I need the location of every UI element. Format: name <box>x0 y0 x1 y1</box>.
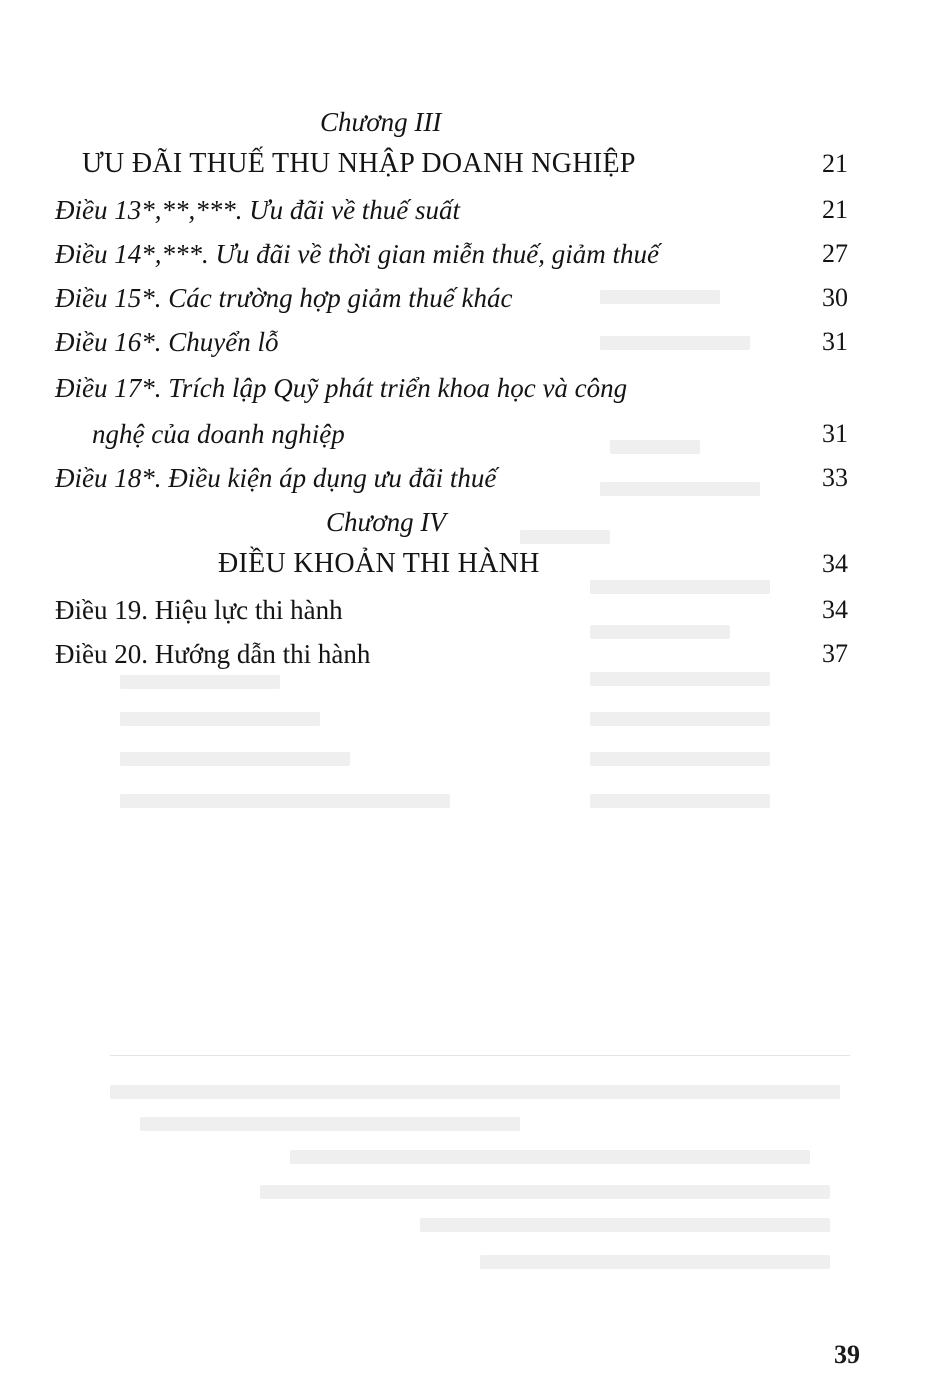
toc-entry-text: Điều 15*. Các trường hợp giảm thuế khác <box>55 283 513 313</box>
toc-entry <box>0 232 932 276</box>
toc-entry-page: 34 <box>822 595 848 624</box>
toc-entry <box>0 276 932 320</box>
toc-entry-continuation <box>0 412 932 456</box>
chapter-3-title: ƯU ĐÃI THUẾ THU NHẬP DOANH NGHIỆP <box>82 148 636 179</box>
toc-entry-page: 31 <box>822 327 848 356</box>
chapter-3-label-row <box>0 100 932 144</box>
chapter-4-page: 34 <box>822 549 848 578</box>
chapter-3-page: 21 <box>822 149 848 178</box>
toc-entry-page: 30 <box>822 283 848 312</box>
toc-entry-page: 27 <box>822 239 848 268</box>
toc-entry <box>0 320 932 364</box>
toc-entry <box>0 366 932 410</box>
chapter-3-title-row <box>0 142 932 186</box>
toc-entry-text: nghệ của doanh nghiệp <box>92 419 345 449</box>
toc-entry-page: 33 <box>822 463 848 492</box>
toc-entry <box>0 456 932 500</box>
chapter-4-label: Chương IV <box>326 507 446 537</box>
toc-entry <box>0 588 932 632</box>
toc-entry <box>0 632 932 676</box>
chapter-4-title: ĐIỀU KHOẢN THI HÀNH <box>218 548 540 579</box>
toc-entry-page: 21 <box>822 195 848 224</box>
toc-entry-text: Điều 14*,***. Ưu đãi về thời gian miễn thuế, giảm thuế <box>55 239 659 269</box>
toc-entry-text: Điều 20. Hướng dẫn thi hành <box>55 639 371 669</box>
toc-entry-text: Điều 19. Hiệu lực thi hành <box>55 595 343 625</box>
chapter-4-label-row <box>0 500 932 544</box>
toc-entry-page: 37 <box>822 639 848 668</box>
toc-entry-text: Điều 17*. Trích lập Quỹ phát triển khoa học và công <box>55 373 628 403</box>
chapter-3-label: Chương III <box>320 107 442 137</box>
page-number: 39 <box>834 1340 860 1369</box>
toc-entry-text: Điều 16*. Chuyển lỗ <box>55 327 279 357</box>
toc-entry <box>0 188 932 232</box>
chapter-4-title-row <box>0 542 932 586</box>
toc-entry-text: Điều 13*,**,***. Ưu đãi về thuế suất <box>55 195 461 225</box>
toc-entry-page: 31 <box>822 419 848 448</box>
toc-entry-text: Điều 18*. Điều kiện áp dụng ưu đãi thuế <box>55 463 497 493</box>
